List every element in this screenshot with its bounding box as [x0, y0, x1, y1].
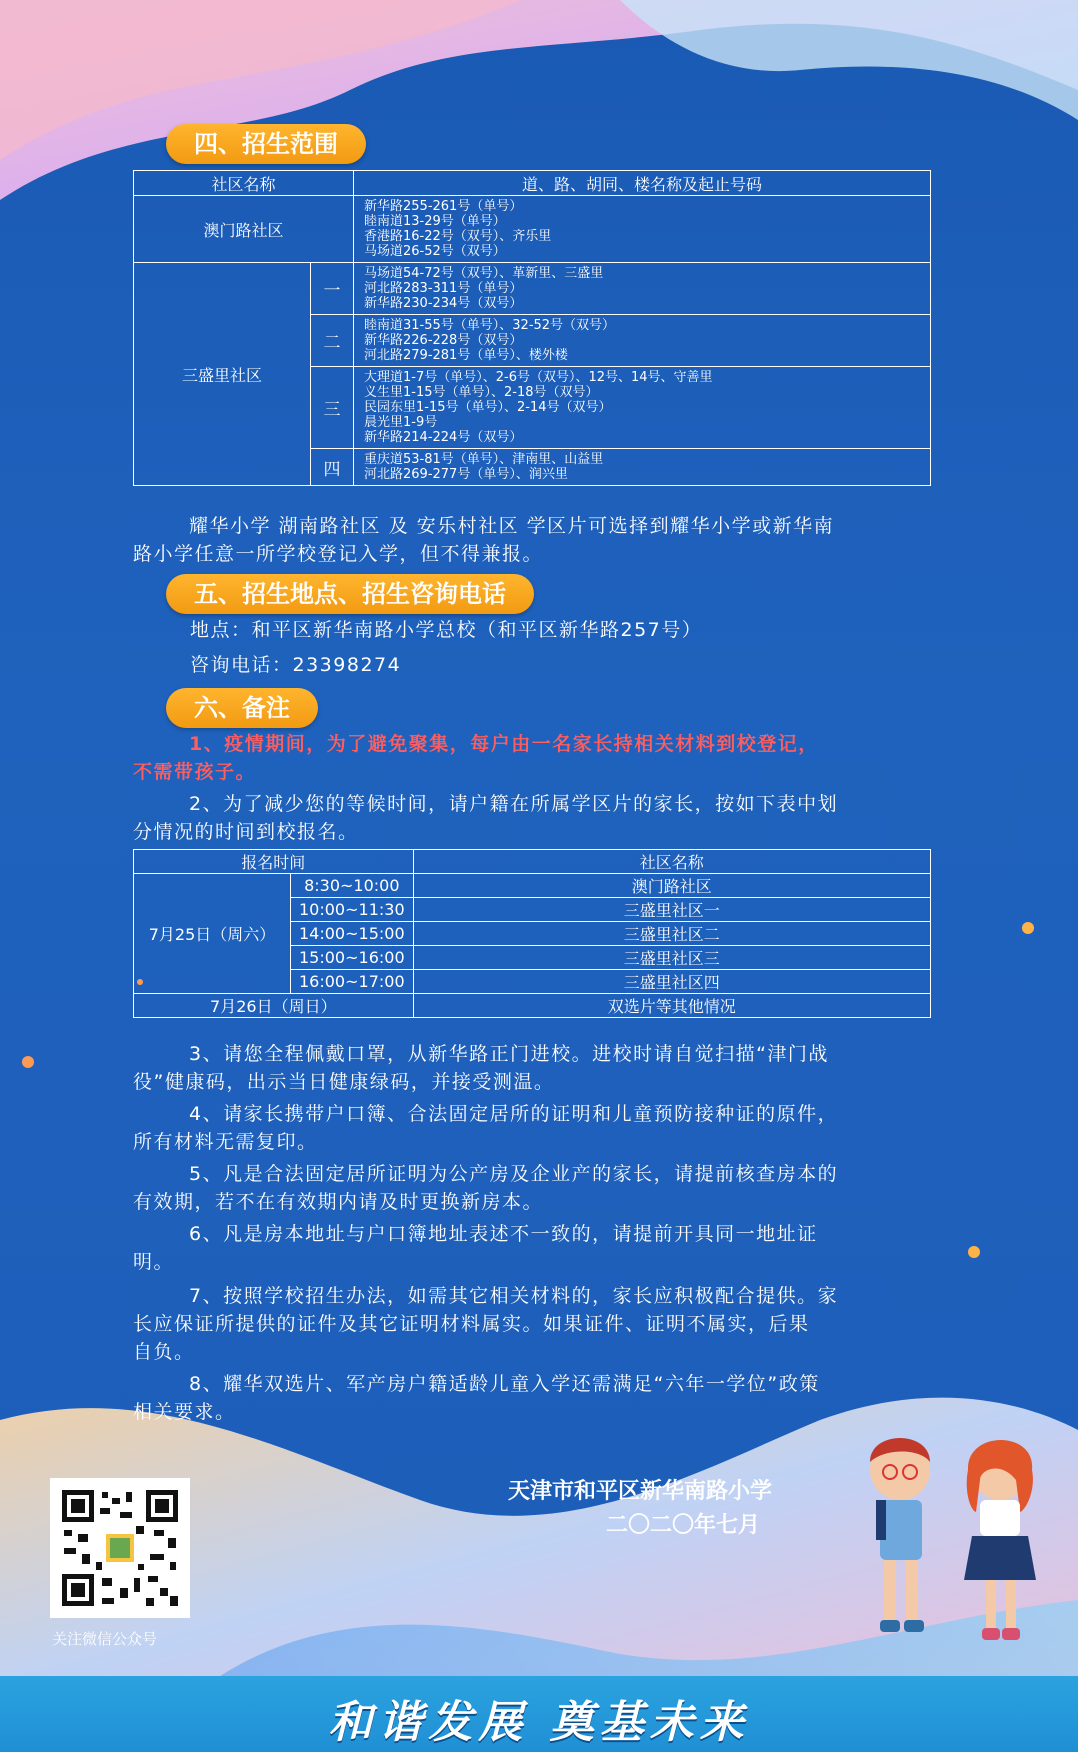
- street-line: 河北路283-311号（单号）: [364, 281, 523, 296]
- time-slot: 8:30~10:00: [291, 874, 414, 898]
- sub-area-label: 一: [311, 263, 354, 315]
- slot-community: 三盛里社区四: [413, 970, 930, 994]
- note-item-7: [133, 1282, 933, 1366]
- table-row: [134, 874, 931, 898]
- street-line: 新华路214-224号（双号）: [364, 430, 523, 445]
- day-cell: 7月26日（周日）: [134, 994, 414, 1018]
- note-line: 1、疫情期间，为了避免聚集，每户由一名家长持相关材料到校登记，: [189, 733, 819, 755]
- street-line: 睦南道31-55号（单号）、32-52号（双号）: [364, 318, 616, 333]
- signature-school: 天津市和平区新华南路小学: [508, 1479, 773, 1504]
- boy-figure: [870, 1438, 930, 1632]
- note-item-3: [133, 1040, 933, 1096]
- time-slot: 16:00~17:00: [291, 970, 414, 994]
- section4-note: [133, 512, 933, 568]
- slot-community: 三盛里社区一: [413, 898, 930, 922]
- street-line: 义生里1-15号（单号）、2-18号（双号）: [364, 385, 599, 400]
- enrollment-range-table: [133, 170, 931, 486]
- time-slot: 10:00~11:30: [291, 898, 414, 922]
- note-item-6: [133, 1220, 933, 1276]
- table-row: [134, 196, 931, 263]
- street-line: 河北路269-277号（单号）、润兴里: [364, 467, 568, 482]
- header-streets: 道、路、胡同、楼名称及起止号码: [354, 171, 931, 196]
- sub-area-label: 四: [311, 449, 354, 486]
- section6-title: 六、备注: [166, 688, 318, 728]
- time-slot: 15:00~16:00: [291, 946, 414, 970]
- street-line: 新华路226-228号（双号）: [364, 333, 523, 348]
- street-line: 新华路230-234号（双号）: [364, 296, 523, 311]
- note-item-2: [133, 790, 933, 846]
- qr-label: 关注微信公众号: [52, 1630, 158, 1648]
- note-line: 8、耀华双选片、军产房户籍适龄儿童入学还需满足“六年一学位”政策: [189, 1373, 820, 1395]
- note-line: 自负。: [133, 1341, 195, 1363]
- slot-community: 三盛里社区二: [413, 922, 930, 946]
- slot-community: 澳门路社区: [413, 874, 930, 898]
- street-line: 晨光里1-9号: [364, 415, 438, 430]
- note-item-5: [133, 1160, 933, 1216]
- note-line: 所有材料无需复印。: [133, 1131, 318, 1153]
- sub-area-label: 二: [311, 315, 354, 367]
- note-line: 长应保证所提供的证件及其它证明材料属实。如果证件、证明不属实，后果: [133, 1313, 810, 1335]
- community-name: 澳门路社区: [134, 196, 354, 263]
- address-text: 地点：和平区新华南路小学总校（和平区新华路257号）: [190, 619, 703, 641]
- footer-slogan: 和谐发展 奠基未来: [328, 1697, 750, 1748]
- note-item-4: [133, 1100, 933, 1156]
- table-header-row: [134, 850, 931, 874]
- table-header-row: [134, 171, 931, 196]
- qr-code-icon: [50, 1478, 190, 1618]
- day-cell: 7月25日（周六）: [134, 874, 291, 994]
- note-line: 耀华小学 湖南路社区 及 安乐村社区 学区片可选择到耀华小学或新华南: [189, 515, 835, 537]
- note-line: 路小学任意一所学校登记入学，但不得兼报。: [133, 543, 544, 565]
- note-line: 5、凡是合法固定居所证明为公产房及企业产的家长，请提前核查房本的: [189, 1163, 839, 1185]
- street-line: 民园东里1-15号（单号）、2-14号（双号）: [364, 400, 612, 415]
- qr-code[interactable]: [50, 1478, 190, 1618]
- note-line: 役”健康码，出示当日健康绿码，并接受测温。: [133, 1071, 555, 1093]
- street-line: 马场道26-52号（双号）: [364, 244, 506, 259]
- street-list: [354, 449, 931, 486]
- note-item-8: [133, 1370, 933, 1426]
- phone-text: 咨询电话：23398274: [190, 654, 402, 676]
- street-line: 马场道54-72号（双号）、革新里、三盛里: [364, 266, 604, 281]
- street-list: [354, 263, 931, 315]
- header-community: 社区名称: [413, 850, 930, 874]
- street-line: 新华路255-261号（单号）: [364, 199, 523, 214]
- street-line: 河北路279-281号（单号）、楼外楼: [364, 348, 568, 363]
- note-line: 3、请您全程佩戴口罩，从新华路正门进校。进校时请自觉扫描“津门战: [189, 1043, 829, 1065]
- girl-figure: [964, 1440, 1036, 1640]
- street-list: [354, 367, 931, 449]
- street-list: [354, 315, 931, 367]
- children-illustration: [840, 1400, 1060, 1670]
- note-line: 有效期，若不在有效期内请及时更换新房本。: [133, 1191, 544, 1213]
- section4-title: 四、招生范围: [166, 124, 366, 164]
- registration-schedule-table: [133, 849, 931, 1018]
- table-row: [134, 263, 931, 315]
- note-line: 7、按照学校招生办法，如需其它相关材料的，家长应积极配合提供。家: [189, 1285, 839, 1307]
- street-line: 睦南道13-29号（单号）: [364, 214, 506, 229]
- note-line: 6、凡是房本地址与户口簿地址表述不一致的，请提前开具同一地址证: [189, 1223, 818, 1245]
- street-line: 大理道1-7号（单号）、2-6号（双号）、12号、14号、守善里: [364, 370, 713, 385]
- note-line: 2、为了减少您的等候时间，请户籍在所属学区片的家长，按如下表中划: [189, 793, 839, 815]
- note-item-1: [133, 730, 933, 786]
- note-line: 相关要求。: [133, 1401, 236, 1423]
- signature-date: 二〇二〇年七月: [606, 1513, 761, 1538]
- note-line: 4、请家长携带户口簿、合法固定居所的证明和儿童预防接种证的原件，: [189, 1103, 839, 1125]
- section5-title: 五、招生地点、招生咨询电话: [166, 574, 534, 614]
- street-list: [354, 196, 931, 263]
- note-line: 不需带孩子。: [133, 761, 257, 783]
- header-community: 社区名称: [134, 171, 354, 196]
- time-slot: 14:00~15:00: [291, 922, 414, 946]
- street-line: 重庆道53-81号（单号）、津南里、山益里: [364, 452, 604, 467]
- header-time: 报名时间: [134, 850, 414, 874]
- slot-community: 双选片等其他情况: [413, 994, 930, 1018]
- table-row: [134, 994, 931, 1018]
- sub-area-label: 三: [311, 367, 354, 449]
- slot-community: 三盛里社区三: [413, 946, 930, 970]
- community-name: 三盛里社区: [134, 263, 311, 486]
- note-line: 明。: [133, 1251, 175, 1273]
- street-line: 香港路16-22号（双号）、齐乐里: [364, 229, 552, 244]
- note-line: 分情况的时间到校报名。: [133, 821, 359, 843]
